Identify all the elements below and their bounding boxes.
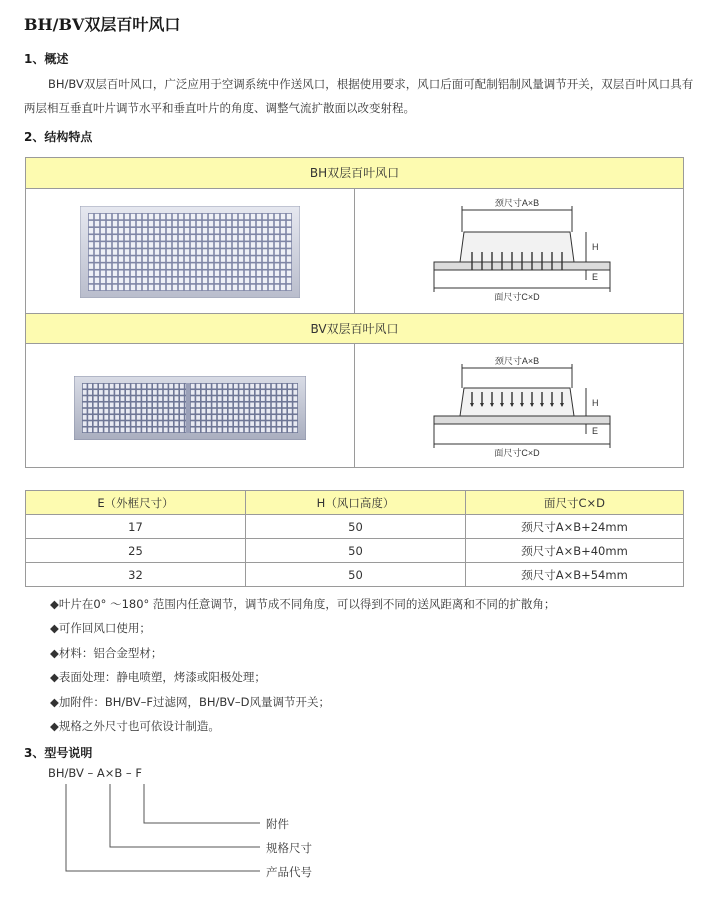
cell-h: 50	[246, 563, 466, 587]
section-overview-heading: 1、概述	[24, 52, 69, 66]
section-model-heading: 3、型号说明	[24, 746, 93, 760]
list-item: ◆可作回风口使用；	[50, 621, 151, 636]
bv-grille-image	[74, 376, 306, 440]
bv-h-label: H	[592, 398, 599, 408]
divider-line	[354, 189, 355, 313]
table-row	[26, 515, 684, 539]
cell-face: 颈尺寸A×B+40mm	[466, 539, 684, 563]
bv-neck-label: 颈尺寸A×B	[494, 356, 540, 366]
header-face: 面尺寸C×D	[466, 491, 684, 515]
header-e: E（外框尺寸）	[26, 491, 246, 515]
section-structure-heading: 2、结构特点	[24, 130, 93, 144]
divider-line	[354, 344, 355, 468]
bh-face-label: 面尺寸C×D	[494, 292, 540, 302]
list-item: ◆叶片在0° ～180° 范围内任意调节，调节成不同角度，可以得到不同的送风距离和不同的扩散角；	[50, 597, 556, 611]
spec-table	[25, 490, 684, 587]
bh-grille-image	[80, 206, 300, 298]
model-legend-lines	[60, 782, 270, 878]
table-row	[26, 563, 684, 587]
bv-title-band: BV双层百叶风口	[26, 313, 683, 344]
bv-face-label: 面尺寸C×D	[494, 448, 540, 458]
overview-paragraph: BH/BV双层百叶风口，广泛应用于空调系统中作送风口，根据使用要求，风口后面可配制铝制风量调节开关，双层百叶风口具有两层相互垂直叶片调节水平和垂直叶片的角度、调整气流扩散面以改变射程。	[24, 77, 694, 115]
bh-title-band: BH双层百叶风口	[26, 158, 683, 189]
legend-size: 规格尺寸	[266, 841, 312, 855]
list-item: ◆材料：铝合金型材；	[50, 645, 163, 660]
page-title: BH/BV双层百叶风口	[24, 15, 181, 34]
list-item: ◆加附件：BH/BV–F过滤网，BH/BV–D风量调节开关；	[50, 694, 330, 709]
table-header-row	[26, 491, 684, 515]
bv-e-label: E	[592, 426, 599, 436]
cell-e: 32	[26, 563, 246, 587]
cell-face: 颈尺寸A×B+24mm	[466, 515, 684, 539]
structure-diagram-table	[25, 157, 684, 468]
model-code: BH/BV – A×B – F	[48, 766, 142, 780]
cell-e: 25	[26, 539, 246, 563]
list-item: ◆表面处理：静电喷塑，烤漆或阳极处理；	[50, 670, 266, 685]
table-row	[26, 539, 684, 563]
list-item: ◆规格之外尺寸也可依设计制造。	[50, 718, 220, 733]
legend-product-code: 产品代号	[266, 865, 312, 879]
cell-h: 50	[246, 515, 466, 539]
cell-face: 颈尺寸A×B+54mm	[466, 563, 684, 587]
legend-accessory: 附件	[266, 817, 289, 831]
bh-h-label: H	[592, 242, 599, 252]
feature-list	[50, 592, 555, 738]
cell-h: 50	[246, 539, 466, 563]
header-h: H（风口高度）	[246, 491, 466, 515]
cell-e: 17	[26, 515, 246, 539]
bh-neck-label: 颈尺寸A×B	[494, 198, 540, 208]
bh-section-drawing	[432, 196, 622, 306]
bv-section-drawing	[432, 354, 622, 462]
bh-e-label: E	[592, 272, 599, 282]
